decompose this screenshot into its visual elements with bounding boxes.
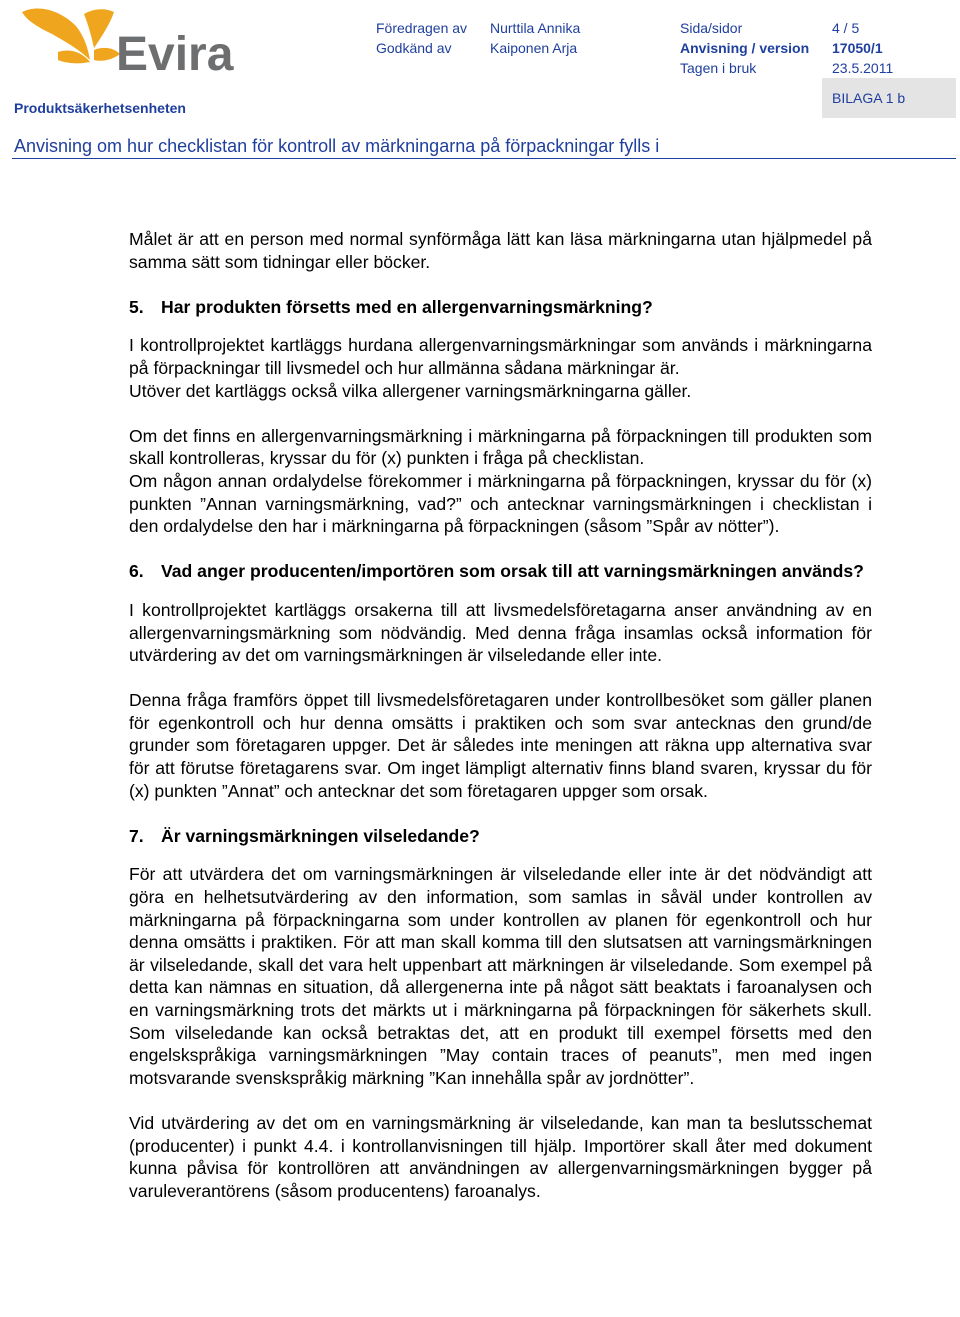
- section-6-heading: [129, 560, 872, 583]
- section-5-heading: [129, 296, 872, 319]
- paragraph: I kontrollprojektet kartläggs hurdana allergenvarningsmärkningar som används i märkningarna på förpackningar till livsmedel och hur allmänna sådana märkningar är.: [129, 335, 872, 378]
- document-body: [129, 228, 872, 1225]
- paragraph: För att utvärdera det om varningsmärkningen är vilseledande eller inte är det nödvändigt att göra en helhetsutvärdering av den information, som samlas in såväl under kontrollen av märkningarna på förpackningarna som under kontrollen av planen för egenkontroll och hur denna omsätts i praktiken. För att man skall komma till den slutsatsen att varningsmärkningen är vilseledande, skall det vara helt uppenbart att märkningen är vilseledande. Som exempel på detta kan nämnas en situation, då allergenerna inte på något sätt beaktats i faroanalysen och en varningsmärkning trots det märkts ut i märkningarna på förpackningen för säkerhets skull. Som vilseledande kan också betraktas det, att en produkt till exempel försetts med den engelskspråkiga varningsmärkningen ”May contain traces of peanuts”, men med ingen motsvarande svenskspråkig märkning ”Kan innehålla spår av jordnötter”.: [129, 864, 872, 1088]
- paragraph: Vid utvärdering av det om en varningsmärkning är vilseledande, kan man ta beslutsschemat (producenter) i punkt 4.4. i kontrollanvisningen till hjälp. Importörer skall åter med dokument kunna påvisa för kontrollören att användningen av allergenvarningsmärkningen bygger på varuleverantörens (såsom producentens) faroanalys.: [129, 1112, 872, 1201]
- evira-logo: [18, 4, 258, 79]
- paragraph: Om det finns en allergenvarningsmärkning i märkningarna på förpackningen till produkten som skall kontrolleras, kryssar du för (x) punkten i fråga på checklistan.: [129, 425, 872, 469]
- section-title: Vad anger producenten/importören som orsak till att varningsmärkningen används?: [161, 561, 864, 582]
- date-label: Tagen i bruk: [680, 60, 757, 76]
- document-title: Anvisning om hur checklistan för kontroll av märkningarna på förpackningar fylls i: [14, 136, 660, 156]
- prepared-label: Föredragen av: [376, 20, 468, 36]
- logo-wordmark: Evira: [116, 28, 234, 79]
- header-divider: [12, 158, 956, 159]
- paragraph: Om någon annan ordalydelse förekommer i märkningarna på förpackningen, kryssar du för (x) punkten ”Annan varningsmärkning, vad?” och antecknar varningsmärkningen i checklistan i den ordalydelse den har i märkningarna på förpackningen (såsom ”Spår av nötter”).: [129, 470, 872, 537]
- paragraph: I kontrollprojektet kartläggs orsakerna till att livsmedelsföretagarna anser användning av en allergenvarningsmärkning som nödvändig. Med denna fråga insamlas också information för utvärdering av det om varningsmärkningen är vilseledande eller inte.: [129, 599, 872, 666]
- paragraph: Denna fråga framförs öppet till livsmedelsföretagaren under kontrollbesöket som gäller planen för egenkontroll och hur denna omsätts i praktiken och som svar antecknas den grund/de grunder som företagaren uppger. Det är således inte meningen att räkna upp alternativa svar för att förutse företagarens svar. Om inget lämpligt alternativ finns bland svaren, kryssar du för (x) punkten ”Annat” och antecknar det som företagaren uppger som orsak.: [129, 690, 872, 801]
- section-title: Har produkten försetts med en allergenvarningsmärkning?: [161, 296, 653, 317]
- unit-name: Produktsäkerhetsenheten: [14, 100, 186, 116]
- intro-paragraph: Målet är att en person med normal synförmåga lätt kan läsa märkningarna utan hjälpmedel på samma sätt som tidningar eller böcker.: [129, 229, 872, 272]
- paragraph: Utöver det kartläggs också vilka allergener varningsmärkningarna gäller.: [129, 380, 692, 401]
- butterfly-icon: [22, 8, 120, 63]
- page-value: 4 / 5: [832, 20, 860, 36]
- page-label: Sida/sidor: [680, 20, 743, 36]
- section-number: 7.: [129, 825, 144, 846]
- section-number: 6.: [129, 561, 144, 582]
- approved-label: Godkänd av: [376, 40, 452, 56]
- section-title: Är varningsmärkningen vilseledande?: [161, 825, 480, 846]
- section-7-heading: [129, 825, 872, 848]
- date-value: 23.5.2011: [832, 60, 894, 76]
- version-label: Anvisning / version: [680, 40, 810, 56]
- section-number: 5.: [129, 296, 144, 317]
- version-value: 17050/1: [832, 40, 883, 56]
- appendix-label: BILAGA 1 b: [822, 78, 956, 118]
- approved-value: Kaiponen Arja: [490, 40, 578, 56]
- prepared-value: Nurttila Annika: [490, 20, 581, 36]
